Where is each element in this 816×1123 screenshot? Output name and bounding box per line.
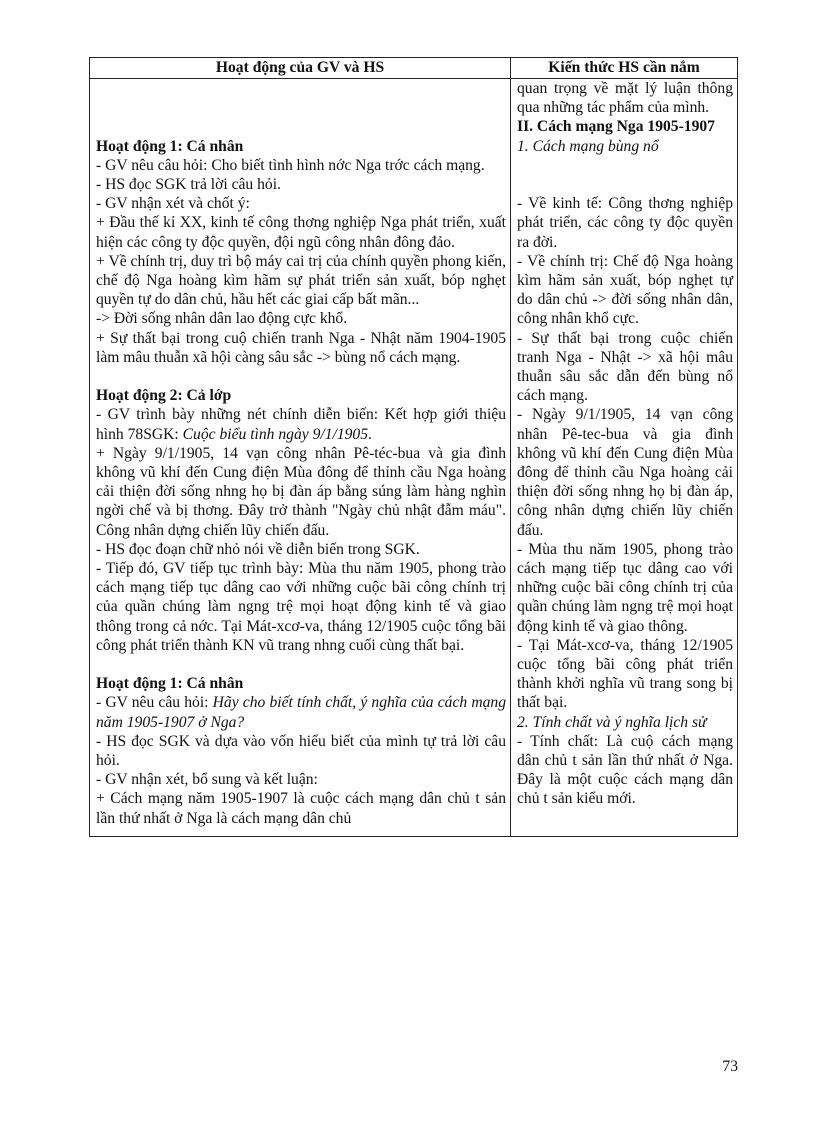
paragraph bbox=[96, 405, 506, 443]
blank-line bbox=[517, 175, 733, 194]
paragraph: quan trọng về mặt lý luận thông qua những tác phẩm của mình. bbox=[517, 80, 733, 117]
table-header-row bbox=[90, 58, 738, 79]
header-required-knowledge: Kiến thức HS cần nắm bbox=[511, 58, 738, 79]
page-number: 73 bbox=[722, 1058, 738, 1075]
paragraph bbox=[96, 693, 506, 731]
paragraph: - HS đọc đoạn chữ nhỏ nói về diễn biến trong SGK. bbox=[96, 540, 420, 558]
italic-text: Cuộc biểu tình ngày 9/1/1905 bbox=[182, 425, 369, 443]
paragraph: 2. Tính chất và ý nghĩa lịch sử bbox=[517, 713, 707, 731]
blank-line bbox=[96, 117, 506, 136]
text-run: - GV trình bày những nét chính diễn biến: Kết hợp giới thiệu hình 78SGK: bbox=[96, 406, 506, 443]
knowledge-column bbox=[511, 79, 738, 837]
text-run: . bbox=[368, 425, 372, 443]
lesson-table bbox=[89, 57, 738, 837]
section-heading: Hoạt động 1: Cá nhân bbox=[96, 137, 244, 155]
blank-line bbox=[96, 79, 506, 98]
section-heading: Hoạt động 2: Cả lớp bbox=[96, 387, 232, 405]
paragraph: - HS đọc SGK và dựa vào vốn hiểu biết của mình tự trả lời câu hỏi. bbox=[96, 732, 506, 770]
paragraph: + Cách mạng năm 1905-1907 là cuộc cách mạng dân chủ t sản lần thứ nhất ở Nga là cách mạng dân chủ bbox=[96, 790, 506, 827]
paragraph: + Ngày 9/1/1905, 14 vạn công nhân Pê-téc-bua và gia đình không vũ khí đến Cung điện Mùa đông để thỉnh cầu Nga hoàng cải thiện đời sống nhng họ bị đàn áp bằng súng làm hàng nghìn ngời chế và bị thơng. Đây trở thành "Ngày chủ nhật đẫm máu". Công nhân dựng chiến lũy chiến đấu. bbox=[96, 444, 506, 539]
paragraph: - GV nhận xét và chốt ý: bbox=[96, 195, 250, 213]
paragraph: - Tính chất: Là cuộ cách mạng dân chủ t sản lần thứ nhất ở Nga. Đây là một cuộc cách mạng dân chủ t sản kiểu mới. bbox=[517, 732, 733, 808]
paragraph: + Đầu thế kỉ XX, kinh tế công thơng nghiệp Nga phát triển, xuất hiện các công ty độc quyền, đội ngũ công nhân đông đảo. bbox=[96, 214, 506, 251]
paragraph: - GV nêu câu hỏi: Cho biết tình hình nớc Nga trớc cách mạng. bbox=[96, 156, 485, 174]
paragraph: - HS đọc SGK trả lời câu hỏi. bbox=[96, 175, 281, 193]
paragraph: - Mùa thu năm 1905, phong trào cách mạng tiếp tục dâng cao với những cuộc bãi công chính trị của quần chúng làm ngng trệ mọi hoạt động kinh tế và giao thông. bbox=[517, 540, 733, 635]
activities-column bbox=[90, 79, 511, 837]
paragraph: - Về kinh tế: Công thơng nghiệp phát triển, các công ty độc quyền ra đời. bbox=[517, 195, 733, 251]
section-heading: II. Cách mạng Nga 1905-1907 bbox=[517, 118, 715, 136]
blank-line bbox=[96, 367, 506, 386]
paragraph: - Tại Mát-xcơ-va, tháng 12/1905 cuộc tổng bãi công phát triển thành khởi nghĩa vũ trang song bị thất bại. bbox=[517, 636, 733, 712]
blank-line bbox=[517, 156, 733, 175]
section-heading: Hoạt động 1: Cá nhân bbox=[96, 675, 244, 693]
paragraph: + Về chính trị, duy trì bộ máy cai trị của chính quyền phong kiến, chế độ Nga hoàng kìm hãm sự phát triển sản xuất, bóp nghẹt quyền tự do dân chủ, hầu hết các giai cấp bất mãn... bbox=[96, 252, 506, 309]
table-row bbox=[90, 79, 738, 837]
text-run: - GV nêu câu hỏi: bbox=[96, 694, 213, 712]
paragraph: - Tiếp đó, GV tiếp tục trình bày: Mùa thu năm 1905, phong trào cách mạng tiếp tục dâng cao với những cuộc bãi công chính trị của quần chúng làm ngng trệ mọi hoạt động kinh tế và giao thông trong cả nớc. Tại Mát-xcơ-va, tháng 12/1905 cuộc tổng bãi công phát triển thành KN vũ trang nhng cuối cùng thất bại. bbox=[96, 560, 506, 654]
blank-line bbox=[96, 655, 506, 674]
paragraph: - Ngày 9/1/1905, 14 vạn công nhân Pê-tec-bua và gia đình không vũ khí đến Cung điện Mùa đông để thỉnh cầu Nga hoàng cải thiện đời sống nhng họ bị đàn áp, công nhân dựng chiến lũy chiến đấu. bbox=[517, 406, 733, 539]
paragraph: - Sự thất bại trong cuộc chiến tranh Nga - Nhật -> xã hội mâu thuẫn sâu sắc dẫn đến bùng nổ cách mạng. bbox=[517, 329, 733, 405]
paragraph: 1. Cách mạng bùng nổ bbox=[517, 137, 659, 155]
paragraph: -> Đời sống nhân dân lao động cực khổ. bbox=[96, 310, 348, 328]
italic-text: Hãy cho biết tính chất, ý nghĩa của cách mạng năm 1905-1907 ở Nga? bbox=[96, 694, 506, 731]
paragraph: - Về chính trị: Chế độ Nga hoàng kìm hãm sản xuất, bóp nghẹt tự do dân chủ -> đời sống nhân dân, công nhân khổ cực. bbox=[517, 252, 733, 328]
paragraph: - GV nhận xét, bổ sung và kết luận: bbox=[96, 771, 318, 789]
header-teacher-student-activities: Hoạt động của GV và HS bbox=[90, 58, 511, 79]
blank-line bbox=[96, 98, 506, 117]
paragraph: + Sự thất bại trong cuộ chiến tranh Nga - Nhật năm 1904-1905 làm mâu thuẫn xã hội càng sâu sắc -> bùng nổ cách mạng. bbox=[96, 329, 506, 366]
